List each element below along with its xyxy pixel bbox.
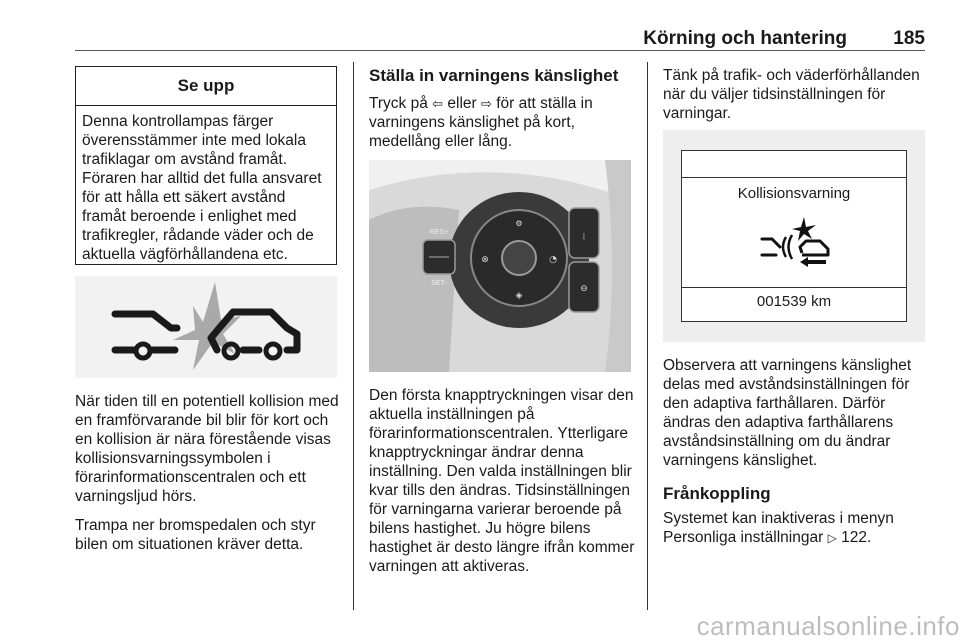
svg-text:◔: ◔ (549, 255, 557, 265)
right-text-bottom (663, 356, 929, 558)
left-text (75, 392, 343, 564)
page-reference-icon: ▷ (827, 531, 837, 545)
gap-decrease-icon: ⇨ (481, 96, 492, 111)
driver-info-display-figure (663, 130, 925, 342)
section-title: Körning och hantering (643, 28, 847, 49)
watermark: carmanualsonline.info (696, 611, 960, 641)
button-press-paragraph: Den första knapptryckningen visar den aktuella inställningen på förarinformationscentralen. Ytterligare knapptryckningar ändrar denna inställning. Den valda inställningen blir kvar tills den ändras. Tidsinställningen för varningarna varierar beroende på bilens hastighet. Ju högre bilens hastighet är desto längre ifrån kommer varningen att aktiveras. (369, 387, 635, 575)
svg-text:⚙: ⚙ (515, 219, 523, 228)
caution-text: Denna kontrollampas färger överensstämmer inte med lokala trafiklagar om avstånd framåt. Föraren har alltid det fulla ansvaret för att hålla ett säkert avstånd framåt beroende i enlighet med trafikregler, rådande väder och de aktuella vägförhållandena etc. (82, 113, 322, 263)
display-screen (681, 150, 907, 322)
svg-text:⊖: ⊖ (580, 284, 588, 294)
middle-text-top (369, 66, 635, 161)
collision-paragraph: När tiden till en potentiell kollision med en framförvarande bil blir för kort och en kollision är nära förestående visas kollisionsvarningssymbolen i förarinformationscentralen och ett varningsljud hörs. (75, 393, 339, 505)
page-number: 185 (893, 28, 925, 49)
disconnect-heading: Frånkoppling (663, 484, 771, 503)
middle-text-bottom (369, 386, 635, 586)
svg-text:⦚: ⦚ (583, 233, 585, 243)
steering-wheel-controls-photo (369, 160, 631, 372)
collision-symbol-figure (75, 276, 337, 378)
column-divider-2 (647, 62, 648, 610)
shared-setting-paragraph: Observera att varningens känslighet delas med avståndsinställningen för den adaptiva farthållaren. Därför ändras den adaptiva farthållarens avståndsinställning om du ändrar varningens känslighet. (663, 357, 912, 469)
page-header (75, 28, 925, 51)
brake-paragraph: Trampa ner bromspedalen och styr bilen om situationen kräver detta. (75, 517, 316, 553)
caution-heading: Se upp (76, 67, 336, 106)
set-label: SET- (431, 280, 447, 287)
conditions-paragraph: Tänk på trafik- och väderförhållanden när du väljer tidsinställningen för varningar. (663, 67, 920, 122)
sensitivity-intro: Tryck på ⇦ eller ⇨ för att ställa in varningens känslighet på kort, medellång eller lång. (369, 95, 593, 150)
collision-warning-icon (75, 276, 337, 378)
gap-increase-icon: ⇦ (432, 96, 444, 111)
right-text-top (663, 66, 925, 133)
svg-text:◈: ◈ (515, 291, 523, 301)
svg-text:⊗: ⊗ (481, 255, 489, 265)
column-divider-1 (353, 62, 354, 610)
page-reference-link[interactable]: 122. (841, 529, 872, 546)
odometer-reading: 001539 km (756, 293, 832, 310)
caution-box (75, 66, 337, 265)
disconnect-paragraph: Systemet kan inaktiveras i menyn Personliga inställningar ▷ 122. (663, 510, 894, 546)
display-title: Kollisionsvarning (737, 185, 851, 202)
sensitivity-heading: Ställa in varningens känslighet (369, 66, 619, 85)
collision-warning-icon (758, 213, 834, 269)
res-label: RES+ (429, 229, 449, 236)
